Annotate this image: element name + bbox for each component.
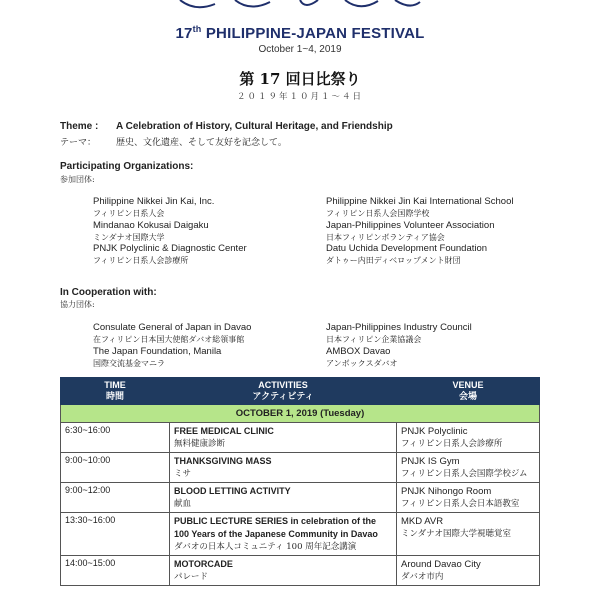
participating-org: Philippine Nikkei Jin Kai International School フィリピン日系人会国際学校 [326, 196, 514, 218]
table-row [61, 423, 540, 453]
cooperation-heading: In Cooperation with: [60, 287, 157, 298]
schedule-header-row [61, 378, 540, 405]
participating-org: PNJK Polyclinic & Diagnostic Center フィリピン日系人会診療所 [93, 243, 247, 265]
participating-org: Philippine Nikkei Jin Kai, Inc. フィリピン日系人会 [93, 196, 215, 218]
venue-cell: PNJK Nihongo Room フィリピン日系人会日本語教室 [397, 483, 540, 513]
time-cell: 6:30~16:00 [61, 423, 170, 453]
activity-cell: THANKSGIVING MASS ミサ [170, 453, 397, 483]
venue-cell: MKD AVR ミンダナオ国際大学視聴覚室 [397, 513, 540, 556]
schedule-table [60, 377, 540, 586]
cooperation-org: Japan-Philippines Industry Council 日本フィリピン企業協議会 [326, 322, 472, 344]
festival-title-jp: 第 17 回日比祭り [239, 70, 361, 88]
time-cell: 9:00~12:00 [61, 483, 170, 513]
participating-heading-jp: 参加団体: [60, 175, 95, 184]
festival-date-jp: ２０１９年１０月１～４日 [236, 92, 363, 102]
activity-cell: PUBLIC LECTURE SERIES in celebration of the 100 Years of the Japanese Community in Davao ダバオの日本人コミュニティ 100 周年記念講演 [170, 513, 397, 556]
participating-org: Japan-Philippines Volunteer Association 日本フィリピンボランティア協会 [326, 220, 495, 242]
theme-value: A Celebration of History, Cultural Heritage, and Friendship [116, 121, 393, 132]
logo-strip [0, 0, 600, 14]
theme-label: Theme : [60, 121, 99, 132]
table-row [61, 453, 540, 483]
activity-cell: BLOOD LETTING ACTIVITY 献血 [170, 483, 397, 513]
theme-label-jp: テーマ： [60, 138, 97, 148]
day-row [61, 405, 540, 423]
venue-cell: PNJK IS Gym フィリピン日系人会国際学校ジム [397, 453, 540, 483]
table-row [61, 483, 540, 513]
venue-cell: Around Davao City ダバオ市内 [397, 556, 540, 586]
day-label: OCTOBER 1, 2019 (Tuesday) [61, 405, 540, 423]
participating-heading: Participating Organizations: [60, 161, 194, 172]
venue-cell: PNJK Polyclinic フィリピン日系人会診療所 [397, 423, 540, 453]
activity-cell: MOTORCADE パレード [170, 556, 397, 586]
cooperation-org: Consulate General of Japan in Davao 在フィリピン日本国大使館ダバオ総領事館 [93, 322, 252, 344]
activities-column-header: ACTIVITIES アクティビティ [170, 378, 397, 405]
theme-line-jp [60, 135, 287, 148]
cooperation-org: The Japan Foundation, Manila 国際交流基金マニラ [93, 346, 222, 368]
table-row [61, 556, 540, 586]
participating-org: Mindanao Kokusai Daigaku ミンダナオ国際大学 [93, 220, 209, 242]
table-row [61, 513, 540, 556]
time-cell: 14:00~15:00 [61, 556, 170, 586]
festival-title-en: 17th PHILIPPINE-JAPAN FESTIVAL [175, 24, 425, 42]
time-column-header: TIME 時間 [61, 378, 170, 405]
participating-org: Datu Uchida Development Foundation ダトゥー内田ディベロップメント財団 [326, 243, 488, 265]
cooperation-org: AMBOX Davao アンボックスダバオ [326, 346, 398, 368]
time-cell: 9:00~10:00 [61, 453, 170, 483]
cooperation-heading-jp: 協力団体: [60, 300, 95, 309]
venue-column-header: VENUE 会場 [397, 378, 540, 405]
festival-date-en: October 1~4, 2019 [258, 44, 342, 55]
theme-line [60, 121, 393, 132]
time-cell: 13:30~16:00 [61, 513, 170, 556]
activity-cell: FREE MEDICAL CLINIC 無料健康診断 [170, 423, 397, 453]
theme-value-jp: 歴史、文化遺産、そして友好を記念して。 [116, 138, 287, 148]
